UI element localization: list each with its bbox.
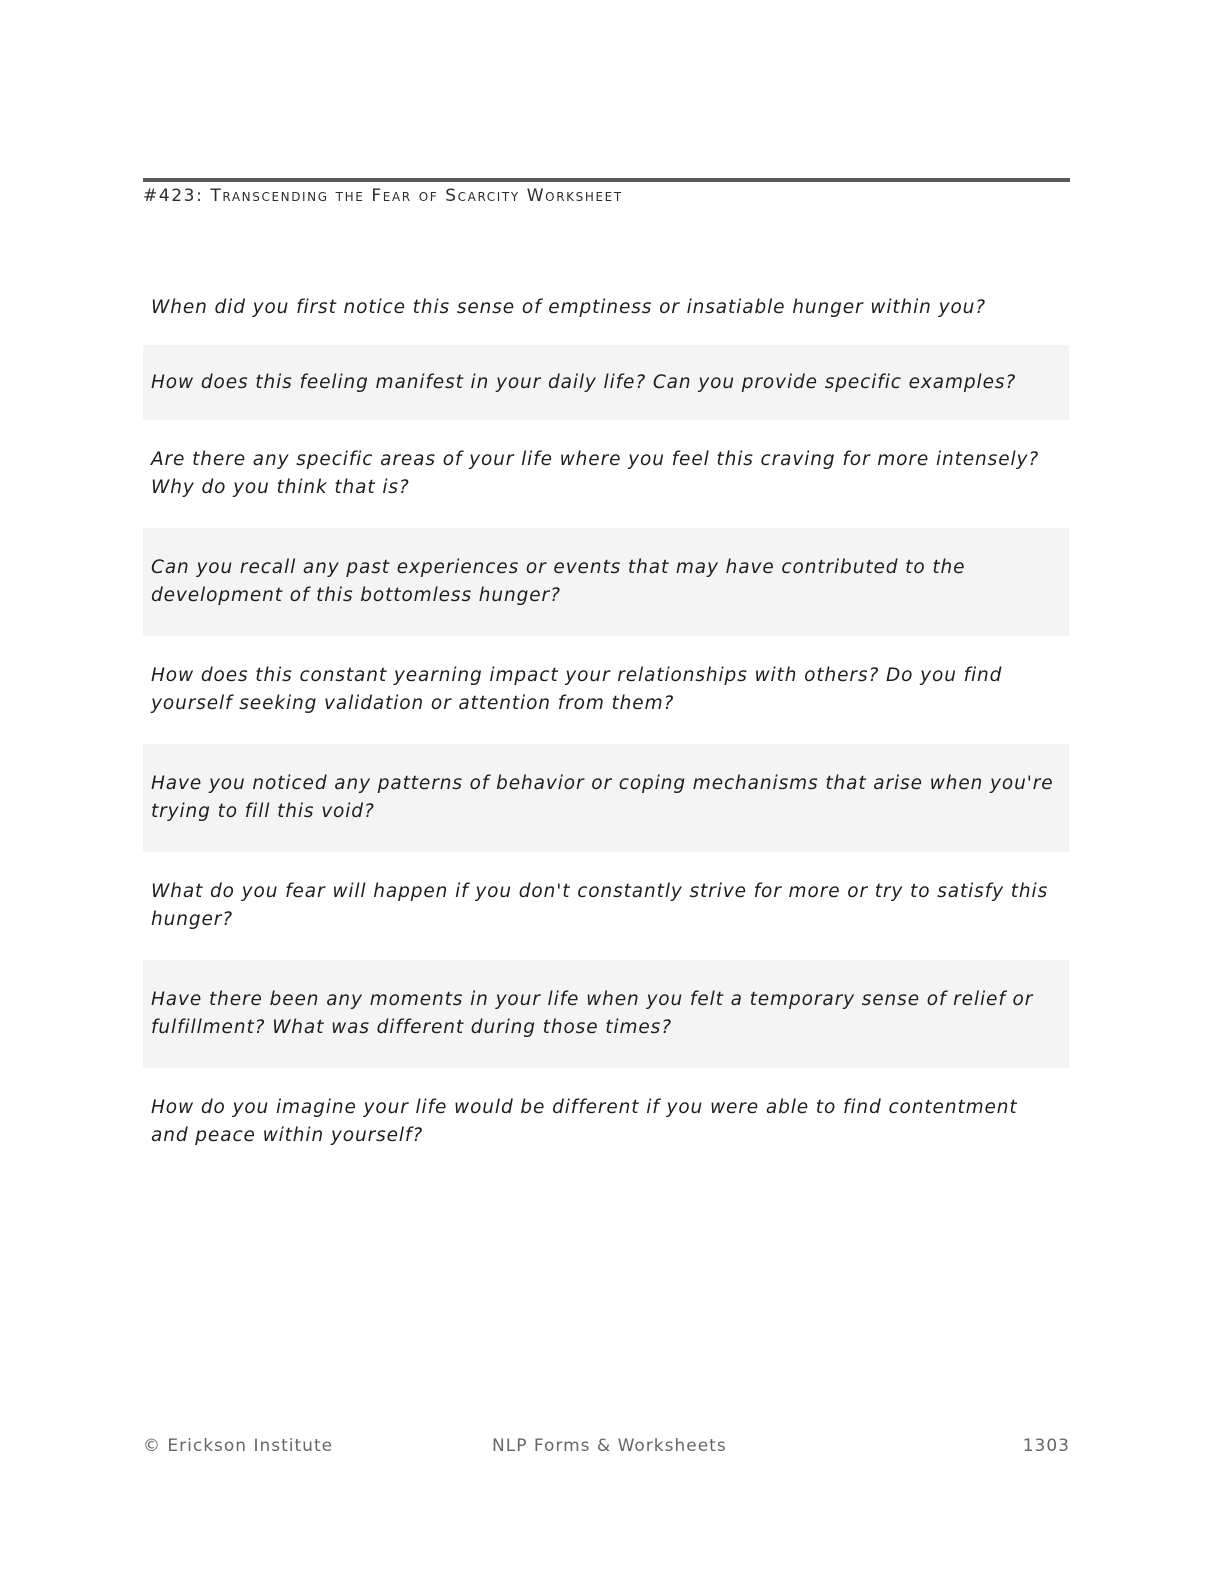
question-7: What do you fear will happen if you don't constantly strive for more or try to satisfy this hunger? — [151, 881, 1049, 930]
question-1: When did you first notice this sense of emptiness or insatiable hunger within you? — [151, 296, 987, 318]
page-footer — [143, 1436, 1070, 1460]
footer-book-title: NLP Forms & Worksheets — [492, 1436, 727, 1456]
question-4: Can you recall any past experiences or events that may have contributed to the development of this bottomless hunger? — [143, 528, 1069, 636]
question-2: How does this feeling manifest in your daily life? Can you provide specific examples? — [143, 345, 1069, 420]
page-title: #423: Transcending the Fear of Scarcity Worksheet — [143, 186, 623, 206]
question-8: Have there been any moments in your life when you felt a temporary sense of relief or fulfillment? What was different during those times? — [143, 960, 1069, 1068]
question-list — [143, 270, 1069, 1176]
header-rule — [143, 178, 1070, 182]
question-3: Are there any specific areas of your life where you feel this craving for more intensely? Why do you think that is? — [151, 449, 1040, 498]
footer-copyright: © Erickson Institute — [143, 1436, 334, 1456]
question-5: How does this constant yearning impact your relationships with others? Do you find yourself seeking validation or attention from them? — [151, 665, 1003, 714]
question-9: How do you imagine your life would be different if you were able to find contentment and peace within yourself? — [151, 1097, 1018, 1146]
footer-page-number: 1303 — [1022, 1436, 1070, 1456]
question-6: Have you noticed any patterns of behavior or coping mechanisms that arise when you're trying to fill this void? — [143, 744, 1069, 852]
